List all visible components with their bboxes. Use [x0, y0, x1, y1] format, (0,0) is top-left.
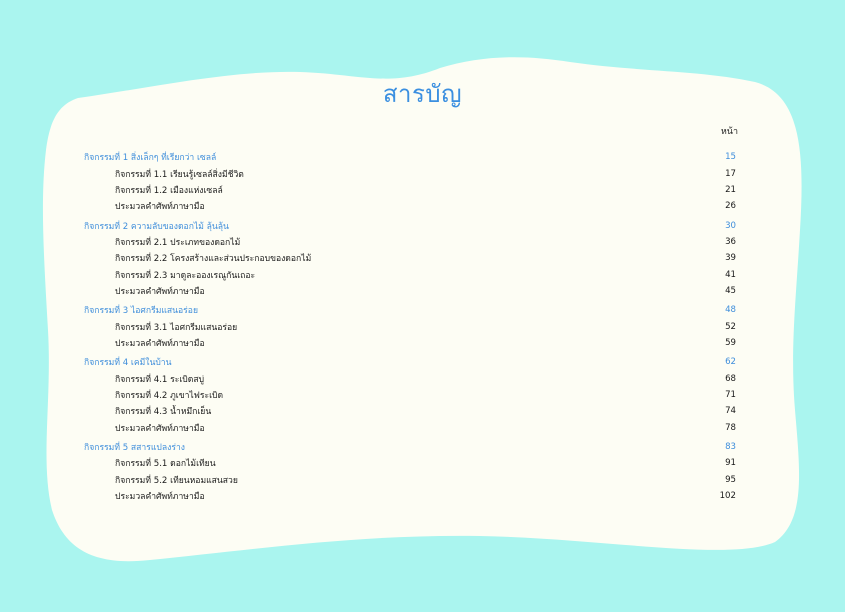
- toc-entry[interactable]: [84, 234, 736, 250]
- toc-entry-title: กิจกรรมที่ 2.2 โครงสร้างและส่วนประกอบของดอกไม้: [115, 254, 312, 265]
- toc-section-heading[interactable]: [84, 149, 736, 165]
- toc-section-title: กิจกรรมที่ 1 สิ่งเล็กๆ ที่เรียกว่า เซลล์: [84, 153, 217, 164]
- toc-entry-title: กิจกรรมที่ 5.1 ดอกไม้เทียน: [115, 459, 216, 470]
- toc-entry-page-number: 36: [725, 236, 736, 247]
- toc-entry-page-number: 78: [725, 422, 736, 433]
- toc-section: [84, 439, 736, 505]
- toc-section: [84, 354, 736, 436]
- toc-section: [84, 217, 736, 299]
- toc-entry[interactable]: [84, 387, 736, 403]
- toc-entry[interactable]: [84, 267, 736, 283]
- toc-entry-title: กิจกรรมที่ 2.3 มาดูละอองเรณูกันเถอะ: [115, 270, 256, 281]
- toc-section-page-number: 83: [725, 442, 736, 453]
- toc-entry-title: กิจกรรมที่ 4.2 ภูเขาไฟระเบิด: [115, 391, 224, 402]
- toc-entry[interactable]: [84, 472, 736, 488]
- table-of-contents: [84, 149, 736, 504]
- toc-entry[interactable]: [84, 319, 736, 335]
- toc-entry-page-number: 45: [725, 286, 736, 297]
- toc-entry-page-number: 71: [725, 390, 736, 401]
- toc-entry-page-number: 17: [725, 168, 736, 179]
- toc-entry-title: กิจกรรมที่ 1.1 เรียนรู้เซลล์สิ่งมีชีวิต: [115, 169, 244, 180]
- toc-entry-page-number: 91: [725, 458, 736, 469]
- page-title: สารบัญ: [382, 80, 463, 108]
- toc-entry[interactable]: [84, 488, 736, 504]
- toc-entry-title: กิจกรรมที่ 1.2 เมืองแห่งเซลล์: [115, 185, 223, 196]
- toc-entry-title: กิจกรรมที่ 2.1 ประเภทของดอกไม้: [115, 237, 241, 248]
- toc-section-heading[interactable]: [84, 439, 736, 455]
- toc-section: [84, 149, 736, 215]
- toc-entry-page-number: 41: [725, 269, 736, 280]
- toc-section-title: กิจกรรมที่ 5 สสารแปลงร่าง: [84, 443, 185, 454]
- toc-entry-title: กิจกรรมที่ 4.3 น้ำหมึกเย็น: [115, 407, 212, 418]
- toc-entry-title: ประมวลคำศัพท์ภาษามือ: [115, 202, 205, 213]
- page-column-label: หน้า: [720, 127, 738, 137]
- toc-entry-page-number: 68: [725, 373, 736, 384]
- toc-entry-page-number: 21: [725, 184, 736, 195]
- toc-entry-title: กิจกรรมที่ 4.1 ระเบิดสบู่: [115, 374, 205, 385]
- toc-entry-title: กิจกรรมที่ 3.1 ไอศกรีมแสนอร่อย: [115, 322, 238, 333]
- toc-entry-page-number: 95: [725, 474, 736, 485]
- toc-entry-title: กิจกรรมที่ 5.2 เทียนหอมแสนสวย: [115, 475, 238, 486]
- toc-section-page-number: 48: [725, 305, 736, 316]
- toc-entry-page-number: 102: [719, 491, 736, 502]
- toc-section-title: กิจกรรมที่ 2 ความลับของดอกไม้ ลุ้นลุ้น: [84, 221, 229, 232]
- toc-section-page-number: 15: [725, 152, 736, 163]
- toc-section-page-number: 62: [725, 357, 736, 368]
- toc-section-heading[interactable]: [84, 217, 736, 233]
- toc-entry[interactable]: [84, 165, 736, 181]
- toc-entry[interactable]: [84, 198, 736, 214]
- toc-entry-title: ประมวลคำศัพท์ภาษามือ: [115, 339, 205, 350]
- toc-entry-title: ประมวลคำศัพท์ภาษามือ: [115, 423, 205, 434]
- toc-entry[interactable]: [84, 182, 736, 198]
- toc-entry-title: ประมวลคำศัพท์ภาษามือ: [115, 492, 205, 503]
- toc-entry-page-number: 26: [725, 201, 736, 212]
- toc-section-title: กิจกรรมที่ 3 ไอศกรีมแสนอร่อย: [84, 306, 198, 317]
- toc-entry[interactable]: [84, 250, 736, 266]
- toc-entry[interactable]: [84, 283, 736, 299]
- toc-entry[interactable]: [84, 455, 736, 471]
- toc-entry-page-number: 59: [725, 338, 736, 349]
- toc-section-title: กิจกรรมที่ 4 เคมีในบ้าน: [84, 358, 172, 369]
- toc-section-heading[interactable]: [84, 302, 736, 318]
- toc-entry[interactable]: [84, 403, 736, 419]
- toc-entry[interactable]: [84, 370, 736, 386]
- toc-section-heading[interactable]: [84, 354, 736, 370]
- toc-entry-title: ประมวลคำศัพท์ภาษามือ: [115, 287, 205, 298]
- toc-section: [84, 302, 736, 351]
- toc-section-page-number: 30: [725, 220, 736, 231]
- toc-entry-page-number: 52: [725, 321, 736, 332]
- toc-entry[interactable]: [84, 420, 736, 436]
- toc-entry-page-number: 39: [725, 253, 736, 264]
- toc-entry-page-number: 74: [725, 406, 736, 417]
- toc-entry[interactable]: [84, 335, 736, 351]
